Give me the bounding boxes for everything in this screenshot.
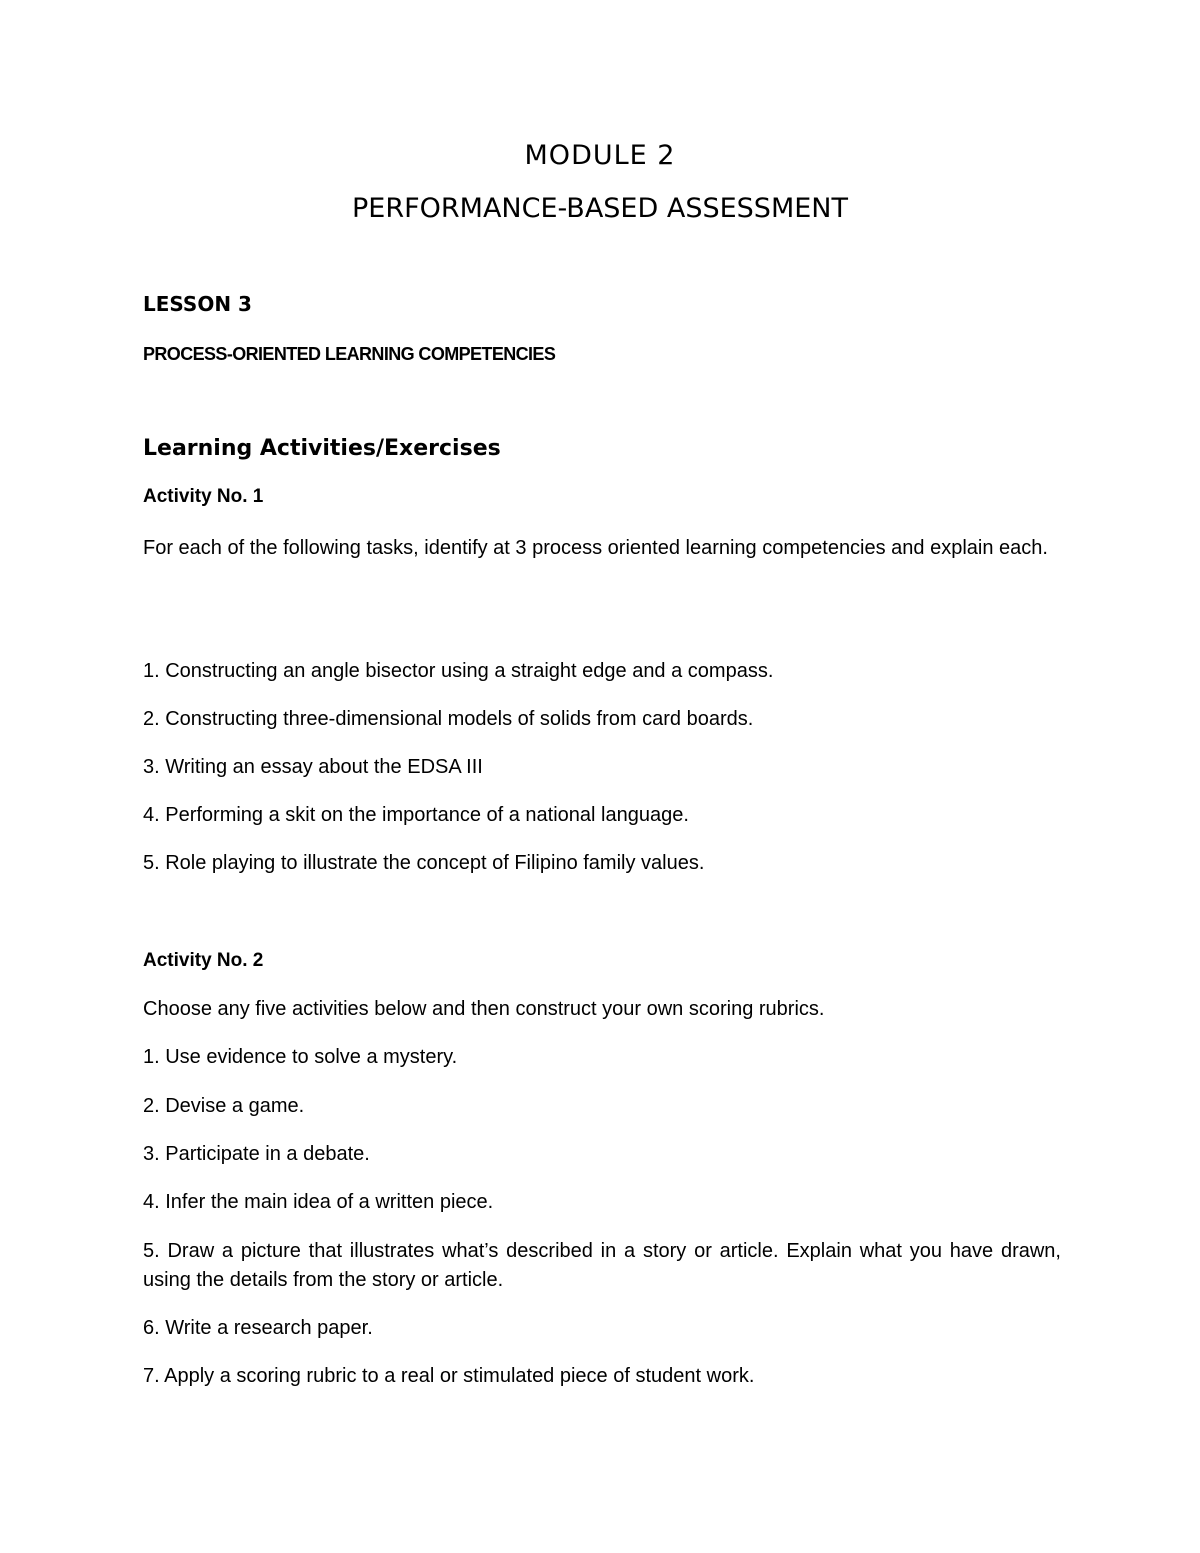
module-subtitle: PERFORMANCE-BASED ASSESSMENT [352, 193, 848, 224]
activity-2-item: 7. Apply a scoring rubric to a real or stimulated piece of student work. [143, 1365, 755, 1387]
activity-2-item: 4. Infer the main idea of a written piece. [143, 1191, 494, 1213]
section-heading: Learning Activities/Exercises [143, 436, 501, 461]
activity-1-heading: Activity No. 1 [143, 486, 264, 507]
activity-2-instructions: Choose any five activities below and then construct your own scoring rubrics. [143, 998, 825, 1020]
activity-1-item: 4. Performing a skit on the importance of a national language. [143, 804, 689, 826]
activity-2-item: 3. Participate in a debate. [143, 1143, 370, 1165]
activity-1-item: 3. Writing an essay about the EDSA III [143, 756, 483, 778]
activity-2-item: 6. Write a research paper. [143, 1317, 373, 1339]
lesson-title: PROCESS-ORIENTED LEARNING COMPETENCIES [143, 344, 556, 364]
activity-1-item: 2. Constructing three-dimensional models of solids from card boards. [143, 708, 754, 730]
activity-1-item: 5. Role playing to illustrate the concept of Filipino family values. [143, 852, 705, 874]
module-title: MODULE 2 [524, 140, 676, 171]
activity-1-instructions: For each of the following tasks, identify at 3 process oriented learning competencies and explain each. [143, 537, 1048, 559]
activity-2-item: 2. Devise a game. [143, 1095, 305, 1117]
activity-2-heading: Activity No. 2 [143, 950, 264, 971]
activity-2-item: 1. Use evidence to solve a mystery. [143, 1046, 458, 1068]
activity-1-item: 1. Constructing an angle bisector using a straight edge and a compass. [143, 660, 774, 682]
activity-2-item: 5. Draw a picture that illustrates what’s described in a story or article. Explain what you have drawn, using the details from the story or article. [143, 1240, 1061, 1291]
lesson-label: LESSON 3 [143, 292, 252, 316]
